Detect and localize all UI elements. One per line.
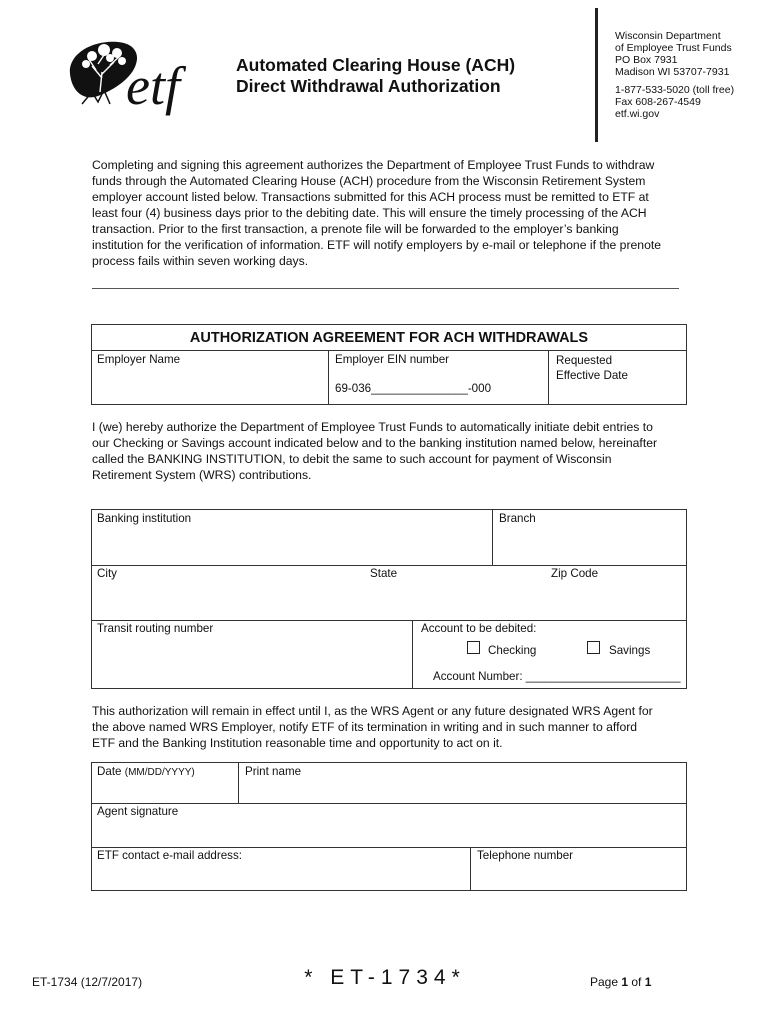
intro-line: funds through the Automated Clearing House (ACH) procedure from the Wisconsin Retirement System xyxy=(92,174,646,188)
zip-code-field[interactable] xyxy=(545,583,686,619)
row-divider xyxy=(92,565,686,566)
email-field[interactable] xyxy=(93,865,469,890)
address-line: Madison WI 53707-7931 xyxy=(615,66,730,78)
date-label xyxy=(97,765,195,778)
authorize-line: I (we) hereby authorize the Department of Employee Trust Funds to automatically initiate debit entries to xyxy=(92,420,653,434)
routing-number-field[interactable] xyxy=(93,638,411,688)
authorize-line: called the BANKING INSTITUTION, to debit the same to such account for payment of Wisconsin xyxy=(92,452,612,466)
state-field[interactable] xyxy=(364,583,544,619)
date-format-hint: (MM/DD/YYYY) xyxy=(124,767,195,778)
account-debited-label: Account to be debited: xyxy=(421,622,537,635)
branch-label: Branch xyxy=(499,512,536,525)
logo-text: etf xyxy=(126,56,180,116)
authorize-line: Retirement System (WRS) contributions. xyxy=(92,468,312,482)
bank-table xyxy=(91,509,687,689)
city-field[interactable] xyxy=(93,583,363,619)
row-divider xyxy=(92,847,686,848)
header-divider xyxy=(595,8,598,142)
intro-line: transaction. Prior to the first transaction, a prenote file will be forwarded to the employer’s banking xyxy=(92,222,619,236)
row-divider xyxy=(92,803,686,804)
row-divider xyxy=(92,620,686,621)
intro-line: least four (4) business days prior to the debiting date. This will ensure the timely processing of the ACH xyxy=(92,206,647,220)
date-field[interactable] xyxy=(93,781,237,802)
authorize-line: our Checking or Savings account indicated below and to the banking institution named below, hereinafter xyxy=(92,436,658,450)
effect-line: the above named WRS Employer, notify ETF of its termination in writing and in such manner to afford xyxy=(92,720,638,734)
website-text: etf.wi.gov xyxy=(615,108,660,120)
employer-name-label: Employer Name xyxy=(97,353,181,366)
savings-label: Savings xyxy=(609,644,651,657)
authorize-paragraph xyxy=(92,419,692,483)
agent-signature-field[interactable] xyxy=(93,821,686,846)
page-of: of xyxy=(628,975,645,989)
intro-line: process fails within seven working days. xyxy=(92,254,309,268)
city-label: City xyxy=(97,567,117,580)
address-line: Wisconsin Department xyxy=(615,30,721,42)
checking-checkbox[interactable] xyxy=(467,641,480,654)
date-label-text: Date xyxy=(97,765,122,778)
page-total: 1 xyxy=(644,975,652,989)
banking-institution-field[interactable] xyxy=(93,528,491,564)
effective-date-field[interactable] xyxy=(549,385,686,404)
address-line: PO Box 7931 xyxy=(615,54,678,66)
intro-paragraph xyxy=(92,157,692,269)
page-prefix: Page xyxy=(590,975,622,989)
checking-label: Checking xyxy=(488,644,537,657)
print-name-label: Print name xyxy=(245,765,302,778)
print-name-field[interactable] xyxy=(239,781,686,802)
title-line-1: Automated Clearing House (ACH) xyxy=(236,55,516,75)
intro-line: institution for the verification of information. ETF will notify employers by e-mail or telephone if the prenote xyxy=(92,238,662,252)
ein-label: Employer EIN number xyxy=(335,353,450,366)
intro-line: employer account listed below. Transactions submitted for this ACH process must be remitted to ETF at xyxy=(92,190,649,204)
intro-line: Completing and signing this agreement authorizes the Department of Employee Trust Funds to withdraw xyxy=(92,158,655,172)
agreement-table xyxy=(91,324,687,405)
effect-line: This authorization will remain in effect until I, as the WRS Agent or any future designated WRS Agent for xyxy=(92,704,653,718)
account-number-field[interactable]: Account Number: ________________________ xyxy=(433,670,681,683)
title-line-2: Direct Withdrawal Authorization xyxy=(236,76,501,96)
barcode-text: * ET-1734* xyxy=(304,966,466,989)
savings-checkbox[interactable] xyxy=(587,641,600,654)
section-divider xyxy=(92,288,679,289)
address-block xyxy=(615,30,734,120)
agent-table xyxy=(91,762,687,891)
ein-field[interactable]: 69-036_______________-000 xyxy=(335,382,492,395)
branch-field[interactable] xyxy=(493,528,686,564)
address-line: of Employee Trust Funds xyxy=(615,42,732,54)
state-label: State xyxy=(370,567,398,580)
fax-text: Fax 608-267-4549 xyxy=(615,96,701,108)
agent-signature-label: Agent signature xyxy=(97,805,179,818)
col-divider xyxy=(328,350,329,404)
zip-code-label: Zip Code xyxy=(551,567,599,580)
effective-date-label-line: Effective Date xyxy=(556,369,628,382)
effect-paragraph xyxy=(92,703,692,751)
effect-line: ETF and the Banking Institution reasonable time and opportunity to act on it. xyxy=(92,736,503,750)
telephone-label: Telephone number xyxy=(477,849,574,862)
employer-name-field[interactable] xyxy=(93,351,327,404)
routing-number-label: Transit routing number xyxy=(97,622,214,635)
effective-date-label xyxy=(556,353,628,383)
form-number: ET-1734 (12/7/2017) xyxy=(32,975,143,989)
effective-date-label-line: Requested xyxy=(556,354,613,367)
col-divider xyxy=(412,620,413,688)
form-title xyxy=(236,55,515,97)
page-current: 1 xyxy=(621,975,629,989)
page-number xyxy=(590,975,651,989)
telephone-field[interactable] xyxy=(471,865,686,890)
phone-text: 1-877-533-5020 (toll free) xyxy=(615,84,735,96)
agreement-title: AUTHORIZATION AGREEMENT FOR ACH WITHDRAWALS xyxy=(189,330,589,346)
etf-logo xyxy=(62,34,204,122)
banking-institution-label: Banking institution xyxy=(97,512,192,525)
email-label: ETF contact e-mail address: xyxy=(97,849,242,862)
